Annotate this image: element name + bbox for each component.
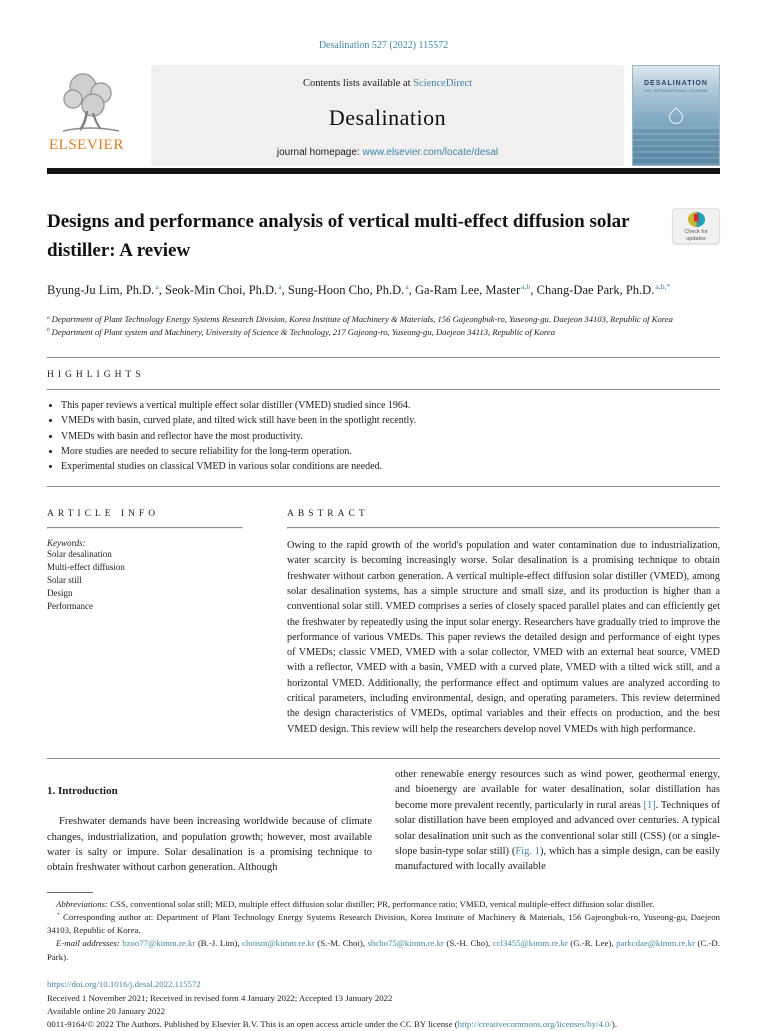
cover-title: DESALINATION [644, 80, 708, 87]
keywords-list: Solar desalination Multi-effect diffusion Solar still Design Performance [47, 549, 125, 612]
copyright-line: 0011-9164/© 2022 The Authors. Published by Elsevier B.V. This is an open access article under the CC BY license (http://creativecommons.org/licenses/by/4.0/). [47, 1018, 618, 1029]
journal-header [47, 65, 720, 166]
check-updates-label: Check for updates [684, 228, 708, 242]
check-for-updates-badge[interactable] [672, 208, 720, 244]
divider [47, 527, 243, 529]
contents-available-line[interactable]: Contents lists available at ScienceDirect [302, 78, 473, 89]
highlights-list: • This paper reviews a vertical multiple effect solar distiller (VMED) studied since 1964. • VMEDs with basin, curved plate, and tilted wick still have been in the spotlight recently. • VMEDs with basin and reflector have the most productivity. • More studies are needed to secure reliability for the long-term operation. • Experimental studies on classical VMED in various solar conditions are needed. [61, 398, 720, 474]
elsevier-wordmark: ELSEVIER [49, 137, 124, 153]
water-drop-icon [666, 107, 686, 127]
abbreviations-note: Abbreviations: CSS, conventional solar still; MED, multiple effect diffusion solar distiller; PR, performance ratio; VMED, vertical multiple-effect diffusion solar distiller. [56, 898, 655, 909]
elsevier-logo[interactable] [47, 65, 151, 166]
divider [287, 527, 720, 529]
keywords-label: Keywords: [47, 538, 86, 549]
highlights-heading: HIGHLIGHTS [47, 370, 145, 381]
author-list: Byung-Ju Lim, Ph.D.$^a$, Seok-Min Choi, Ph.D.$^a$, Sung-Hoon Cho, Ph.D.$^a$, Ga-Ram Lee, Master$^{a,b}$, Chang-Dae Park, Ph.D.$^{a,b,*}$ [47, 281, 671, 297]
cover-subtitle: THE INTERNATIONAL JOURNAL [643, 89, 709, 93]
email-addresses-note: E-mail addresses: bzoo77@kimm.re.kr (B.-J. Lim), choism@kimm.re.kr (S.-M. Choi), shcho75@kimm.re.kr (S.-H. Cho), ccl3455@kimm.re.kr (G.-R. Lee), parkcdae@kimm.re.kr (C.-D. Park). [47, 938, 720, 962]
available-online: Available online 20 January 2022 [47, 1006, 166, 1017]
abstract-heading: ABSTRACT [287, 509, 369, 520]
divider [47, 758, 720, 759]
received-dates: Received 1 November 2021; Received in revised form 4 January 2022; Accepted 13 January 2022 [47, 993, 393, 1004]
article-title: Designs and performance analysis of vertical multi-effect diffusion solar distiller: A review [47, 211, 630, 261]
article-footer [47, 978, 720, 1031]
elsevier-tree-icon [53, 67, 127, 139]
affiliation-a: $^a$ Department of Plant Technology Energy Systems Research Division, Korea Institute of Machinery & Materials, 156 Gajeongbuk-ro, Yuseong-gu, Daejeon 34103, Republic of Korea [47, 314, 673, 325]
body-columns [47, 767, 720, 876]
article-info-column [47, 509, 243, 737]
header-divider-bar [47, 168, 720, 174]
crossmark-icon [688, 212, 705, 227]
journal-title: Desalination [328, 105, 447, 130]
doi-link[interactable]: https://doi.org/10.1016/j.desal.2022.115572 [47, 978, 201, 989]
divider [47, 357, 720, 358]
footnotes [47, 898, 720, 964]
intro-right-column: other renewable energy resources such as wind power, geothermal energy, and bioenergy are available for water desalination, solar distillation has become more prevalent recently, particularly in rural areas [1]. Techniques of solar distillation have been employed and advanced over centuries. A typical solar desalination unit such as the conventional solar still (CSS) (or a single-slope basin-type solar still) (Fig. 1), which has a simple design, can be easily manufactured with locally available [395, 768, 720, 873]
bookmark-icon [694, 214, 699, 223]
journal-cover-thumbnail[interactable] [632, 65, 720, 166]
divider [47, 486, 720, 487]
article-info-heading: ARTICLE INFO [47, 509, 160, 520]
divider [47, 389, 720, 390]
journal-citation: Desalination 527 (2022) 115572 [318, 40, 449, 51]
introduction-heading: 1. Introduction [47, 784, 118, 797]
journal-masthead [151, 65, 624, 166]
journal-homepage-line[interactable]: journal homepage: www.elsevier.com/locate/desal [276, 147, 499, 158]
affiliations [47, 313, 720, 339]
affiliation-b: $^b$ Department of Plant system and Machinery, University of Science & Technology, 217 Gajeong-ro, Yuseong-gu, Daejeon 34113, Republic of Korea [47, 327, 556, 338]
intro-paragraph: Freshwater demands have been increasing worldwide because of climate changes, industrialization, and population growth; however, most available water is salty or impure. Solar desalination is a promising technique to obtain freshwater without carbon generation. Although [47, 816, 372, 874]
intro-left-column [47, 767, 372, 876]
abstract-text: Owing to the rapid growth of the world's population and water contamination due to industrialization, water scarcity is becoming increasingly worse. Solar desalination is a promising technique to obtain freshwater without carbon generation. A vertical multiple-effect diffusion solar distiller (VMED), among solar desalination systems, has a simple structure and small size, and its production is higher than a conventional solar still. VMED comprises a series of closely spaced parallel plates and can efficiently get the freshwater by repeatedly using the input solar energy. Researchers have gradually tried to improve the performance of various VMEDs. This paper reviews the detailed design and performance of eight types of VMEDs; classic VMED, VMED with a solar collector, VMED with an external heat source, VMED with a reflector, VMED with a basin, VMED with a curved plate, VMED with a tilted wick still, and a horizontal VMED. Additionally, the performance effect and optimum values are analyzed according to critical parameters, including environmental, design, and operating parameters. This review determined the design characteristics of VMEDs, optimal variables and their effects on production, and the best VMED design. This review will help the researchers develop novel VMEDs with high performance. [287, 540, 720, 735]
cover-waves-decoration [633, 127, 719, 165]
footnote-separator [47, 892, 93, 893]
abstract-column [287, 509, 720, 737]
corresponding-author-note: * Corresponding author at: Department of Plant Technology Energy Systems Research Division, Korea Institute of Machinery & Materials, 156 Gajeongbuk-ro, Yuseong-gu, Daejeon 34103, Republic of Korea. [47, 911, 720, 936]
